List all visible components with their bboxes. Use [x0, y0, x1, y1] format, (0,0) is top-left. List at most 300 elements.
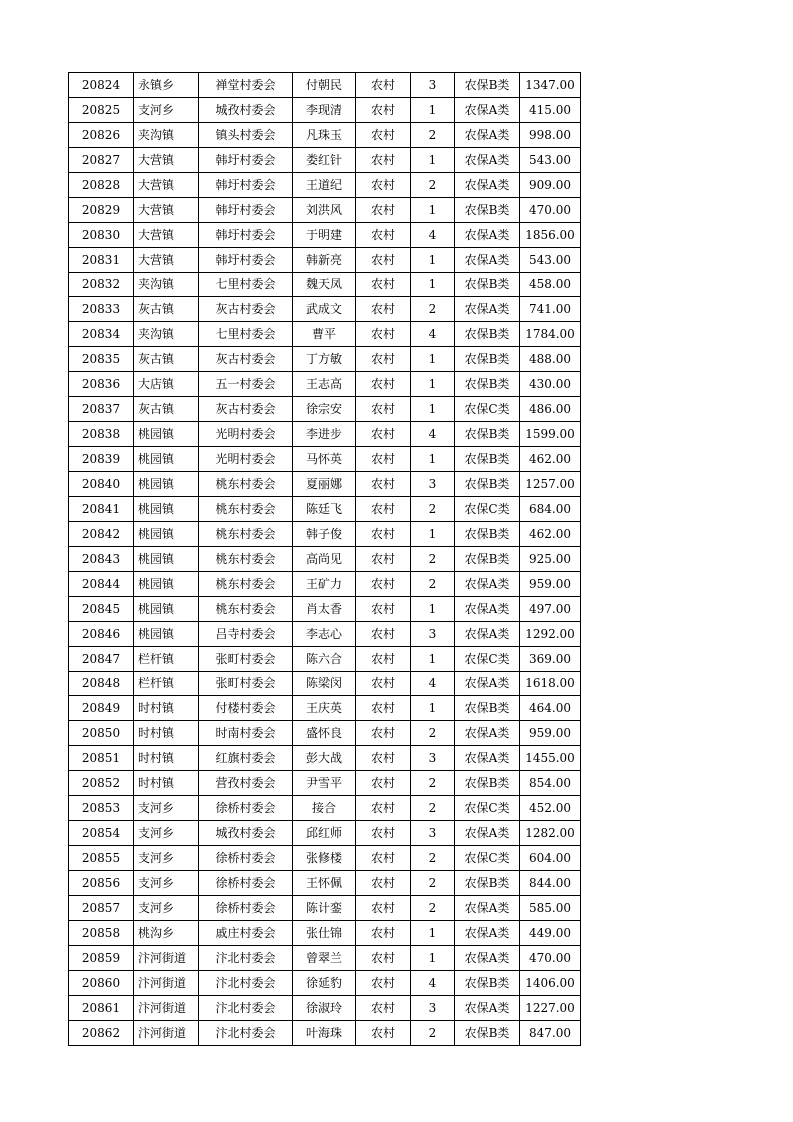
table-row: [69, 895, 581, 920]
village-committee-cell: 韩圩村委会: [199, 197, 293, 222]
household-count-cell: 2: [411, 871, 455, 896]
residence-type-cell: 农村: [356, 696, 411, 721]
record-id-cell: 20832: [69, 272, 134, 297]
village-committee-cell: 徐桥村委会: [199, 871, 293, 896]
insurance-category-cell: 农保A类: [455, 945, 520, 970]
town-cell: 桃园镇: [134, 472, 199, 497]
person-name-cell: 刘洪风: [293, 197, 356, 222]
town-cell: 灰古镇: [134, 347, 199, 372]
table-row: [69, 696, 581, 721]
table-row: [69, 521, 581, 546]
residence-type-cell: 农村: [356, 472, 411, 497]
amount-cell: 909.00: [520, 172, 581, 197]
person-name-cell: 夏丽娜: [293, 472, 356, 497]
village-committee-cell: 付楼村委会: [199, 696, 293, 721]
record-id-cell: 20829: [69, 197, 134, 222]
amount-cell: 925.00: [520, 546, 581, 571]
residence-type-cell: 农村: [356, 347, 411, 372]
town-cell: 桃沟乡: [134, 920, 199, 945]
amount-cell: 543.00: [520, 247, 581, 272]
insurance-category-cell: 农保A类: [455, 746, 520, 771]
residence-type-cell: 农村: [356, 322, 411, 347]
town-cell: 桃园镇: [134, 447, 199, 472]
record-id-cell: 20848: [69, 671, 134, 696]
household-count-cell: 1: [411, 272, 455, 297]
record-id-cell: 20851: [69, 746, 134, 771]
amount-cell: 452.00: [520, 796, 581, 821]
town-cell: 支河乡: [134, 796, 199, 821]
village-committee-cell: 韩圩村委会: [199, 147, 293, 172]
table-row: [69, 596, 581, 621]
residence-type-cell: 农村: [356, 671, 411, 696]
table-row: [69, 970, 581, 995]
table-row: [69, 821, 581, 846]
record-id-cell: 20861: [69, 995, 134, 1020]
amount-cell: 604.00: [520, 846, 581, 871]
person-name-cell: 肖太香: [293, 596, 356, 621]
record-id-cell: 20843: [69, 546, 134, 571]
insurance-category-cell: 农保B类: [455, 871, 520, 896]
village-committee-cell: 汴北村委会: [199, 1020, 293, 1045]
residence-type-cell: 农村: [356, 97, 411, 122]
amount-cell: 458.00: [520, 272, 581, 297]
town-cell: 支河乡: [134, 895, 199, 920]
record-id-cell: 20833: [69, 297, 134, 322]
table-row: [69, 172, 581, 197]
town-cell: 支河乡: [134, 821, 199, 846]
town-cell: 大营镇: [134, 147, 199, 172]
residence-type-cell: 农村: [356, 871, 411, 896]
person-name-cell: 陈廷飞: [293, 496, 356, 521]
village-committee-cell: 桃东村委会: [199, 472, 293, 497]
town-cell: 灰古镇: [134, 397, 199, 422]
village-committee-cell: 光明村委会: [199, 447, 293, 472]
person-name-cell: 娄红针: [293, 147, 356, 172]
record-id-cell: 20845: [69, 596, 134, 621]
town-cell: 汴河街道: [134, 1020, 199, 1045]
residence-type-cell: 农村: [356, 272, 411, 297]
table-row: [69, 746, 581, 771]
residence-type-cell: 农村: [356, 746, 411, 771]
household-count-cell: 1: [411, 372, 455, 397]
record-id-cell: 20852: [69, 771, 134, 796]
household-count-cell: 2: [411, 172, 455, 197]
insurance-category-cell: 农保B类: [455, 472, 520, 497]
table-row: [69, 247, 581, 272]
person-name-cell: 王庆英: [293, 696, 356, 721]
residence-type-cell: 农村: [356, 496, 411, 521]
table-row: [69, 122, 581, 147]
town-cell: 桃园镇: [134, 422, 199, 447]
insurance-category-cell: 农保B类: [455, 696, 520, 721]
town-cell: 永镇乡: [134, 73, 199, 98]
household-count-cell: 2: [411, 846, 455, 871]
residence-type-cell: 农村: [356, 122, 411, 147]
insurance-category-cell: 农保B类: [455, 970, 520, 995]
person-name-cell: 武成文: [293, 297, 356, 322]
village-committee-cell: 徐桥村委会: [199, 846, 293, 871]
residence-type-cell: 农村: [356, 372, 411, 397]
record-id-cell: 20826: [69, 122, 134, 147]
insurance-category-cell: 农保C类: [455, 796, 520, 821]
village-committee-cell: 汴北村委会: [199, 995, 293, 1020]
table-row: [69, 646, 581, 671]
village-committee-cell: 汴北村委会: [199, 945, 293, 970]
village-committee-cell: 七里村委会: [199, 322, 293, 347]
residence-type-cell: 农村: [356, 646, 411, 671]
record-id-cell: 20850: [69, 721, 134, 746]
person-name-cell: 张仕锦: [293, 920, 356, 945]
village-committee-cell: 韩圩村委会: [199, 222, 293, 247]
residence-type-cell: 农村: [356, 197, 411, 222]
residence-type-cell: 农村: [356, 895, 411, 920]
village-committee-cell: 桃东村委会: [199, 571, 293, 596]
village-committee-cell: 灰古村委会: [199, 397, 293, 422]
insurance-category-cell: 农保A类: [455, 621, 520, 646]
table-row: [69, 771, 581, 796]
village-committee-cell: 桃东村委会: [199, 521, 293, 546]
household-count-cell: 1: [411, 447, 455, 472]
household-count-cell: 1: [411, 920, 455, 945]
table-row: [69, 422, 581, 447]
household-count-cell: 1: [411, 97, 455, 122]
town-cell: 汴河街道: [134, 995, 199, 1020]
table-row: [69, 546, 581, 571]
amount-cell: 462.00: [520, 447, 581, 472]
table-row: [69, 272, 581, 297]
table-row: [69, 297, 581, 322]
person-name-cell: 王怀佩: [293, 871, 356, 896]
household-count-cell: 1: [411, 197, 455, 222]
town-cell: 大营镇: [134, 197, 199, 222]
household-count-cell: 2: [411, 1020, 455, 1045]
insurance-category-cell: 农保A类: [455, 571, 520, 596]
town-cell: 时村镇: [134, 746, 199, 771]
household-count-cell: 4: [411, 970, 455, 995]
residence-type-cell: 农村: [356, 970, 411, 995]
insurance-category-cell: 农保A类: [455, 920, 520, 945]
household-count-cell: 1: [411, 696, 455, 721]
amount-cell: 497.00: [520, 596, 581, 621]
amount-cell: 1856.00: [520, 222, 581, 247]
town-cell: 汴河街道: [134, 970, 199, 995]
town-cell: 大营镇: [134, 247, 199, 272]
village-committee-cell: 灰古村委会: [199, 297, 293, 322]
insurance-category-cell: 农保B类: [455, 197, 520, 222]
person-name-cell: 付朝民: [293, 73, 356, 98]
insurance-category-cell: 农保A类: [455, 721, 520, 746]
person-name-cell: 叶海珠: [293, 1020, 356, 1045]
village-committee-cell: 桃东村委会: [199, 596, 293, 621]
village-committee-cell: 镇头村委会: [199, 122, 293, 147]
residence-type-cell: 农村: [356, 821, 411, 846]
village-committee-cell: 徐桥村委会: [199, 895, 293, 920]
residence-type-cell: 农村: [356, 397, 411, 422]
household-count-cell: 1: [411, 247, 455, 272]
amount-cell: 1227.00: [520, 995, 581, 1020]
household-count-cell: 4: [411, 322, 455, 347]
table-row: [69, 447, 581, 472]
amount-cell: 488.00: [520, 347, 581, 372]
record-id-cell: 20856: [69, 871, 134, 896]
record-id-cell: 20839: [69, 447, 134, 472]
town-cell: 桃园镇: [134, 621, 199, 646]
town-cell: 灰古镇: [134, 297, 199, 322]
person-name-cell: 接合: [293, 796, 356, 821]
town-cell: 时村镇: [134, 696, 199, 721]
village-committee-cell: 汴北村委会: [199, 970, 293, 995]
person-name-cell: 李现清: [293, 97, 356, 122]
amount-cell: 959.00: [520, 571, 581, 596]
record-id-cell: 20841: [69, 496, 134, 521]
record-id-cell: 20842: [69, 521, 134, 546]
household-count-cell: 3: [411, 746, 455, 771]
insurance-category-cell: 农保A类: [455, 297, 520, 322]
household-count-cell: 3: [411, 73, 455, 98]
household-count-cell: 1: [411, 347, 455, 372]
person-name-cell: 李志心: [293, 621, 356, 646]
amount-cell: 1618.00: [520, 671, 581, 696]
table-row: [69, 1020, 581, 1045]
town-cell: 栏杆镇: [134, 671, 199, 696]
person-name-cell: 丁方敏: [293, 347, 356, 372]
amount-cell: 1257.00: [520, 472, 581, 497]
village-committee-cell: 桃东村委会: [199, 496, 293, 521]
amount-cell: 585.00: [520, 895, 581, 920]
village-committee-cell: 韩圩村委会: [199, 247, 293, 272]
table-row: [69, 571, 581, 596]
village-committee-cell: 桃东村委会: [199, 546, 293, 571]
residence-type-cell: 农村: [356, 222, 411, 247]
town-cell: 夹沟镇: [134, 322, 199, 347]
record-id-cell: 20854: [69, 821, 134, 846]
table-row: [69, 621, 581, 646]
record-id-cell: 20846: [69, 621, 134, 646]
residence-type-cell: 农村: [356, 1020, 411, 1045]
person-name-cell: 徐宗安: [293, 397, 356, 422]
insurance-category-cell: 农保B类: [455, 1020, 520, 1045]
town-cell: 大营镇: [134, 222, 199, 247]
insurance-category-cell: 农保B类: [455, 347, 520, 372]
amount-cell: 430.00: [520, 372, 581, 397]
household-count-cell: 4: [411, 671, 455, 696]
household-count-cell: 1: [411, 521, 455, 546]
record-id-cell: 20862: [69, 1020, 134, 1045]
record-id-cell: 20836: [69, 372, 134, 397]
record-id-cell: 20857: [69, 895, 134, 920]
residence-type-cell: 农村: [356, 172, 411, 197]
amount-cell: 1347.00: [520, 73, 581, 98]
village-committee-cell: 吕寺村委会: [199, 621, 293, 646]
insurance-category-cell: 农保A类: [455, 596, 520, 621]
record-id-cell: 20827: [69, 147, 134, 172]
town-cell: 夹沟镇: [134, 272, 199, 297]
table-row: [69, 97, 581, 122]
amount-cell: 486.00: [520, 397, 581, 422]
record-id-cell: 20838: [69, 422, 134, 447]
town-cell: 夹沟镇: [134, 122, 199, 147]
record-id-cell: 20858: [69, 920, 134, 945]
insurance-category-cell: 农保B类: [455, 73, 520, 98]
town-cell: 桃园镇: [134, 571, 199, 596]
person-name-cell: 邱红师: [293, 821, 356, 846]
amount-cell: 684.00: [520, 496, 581, 521]
village-committee-cell: 戚庄村委会: [199, 920, 293, 945]
residence-type-cell: 农村: [356, 297, 411, 322]
table-row: [69, 920, 581, 945]
table-row: [69, 945, 581, 970]
amount-cell: 470.00: [520, 945, 581, 970]
household-count-cell: 2: [411, 771, 455, 796]
village-committee-cell: 灰古村委会: [199, 347, 293, 372]
amount-cell: 1292.00: [520, 621, 581, 646]
insurance-category-cell: 农保A类: [455, 222, 520, 247]
person-name-cell: 曾翠兰: [293, 945, 356, 970]
household-count-cell: 1: [411, 147, 455, 172]
village-committee-cell: 张町村委会: [199, 671, 293, 696]
village-committee-cell: 五一村委会: [199, 372, 293, 397]
record-id-cell: 20844: [69, 571, 134, 596]
table-row: [69, 796, 581, 821]
town-cell: 大店镇: [134, 372, 199, 397]
town-cell: 时村镇: [134, 771, 199, 796]
person-name-cell: 曹平: [293, 322, 356, 347]
amount-cell: 464.00: [520, 696, 581, 721]
table-row: [69, 372, 581, 397]
insurance-category-cell: 农保A类: [455, 821, 520, 846]
household-count-cell: 2: [411, 571, 455, 596]
record-id-cell: 20834: [69, 322, 134, 347]
record-id-cell: 20847: [69, 646, 134, 671]
insurance-category-cell: 农保B类: [455, 546, 520, 571]
amount-cell: 369.00: [520, 646, 581, 671]
record-id-cell: 20830: [69, 222, 134, 247]
residence-type-cell: 农村: [356, 995, 411, 1020]
amount-cell: 543.00: [520, 147, 581, 172]
person-name-cell: 尹雪平: [293, 771, 356, 796]
household-count-cell: 1: [411, 646, 455, 671]
residence-type-cell: 农村: [356, 920, 411, 945]
amount-cell: 462.00: [520, 521, 581, 546]
household-count-cell: 2: [411, 796, 455, 821]
household-count-cell: 4: [411, 222, 455, 247]
table-row: [69, 871, 581, 896]
household-count-cell: 2: [411, 297, 455, 322]
residence-type-cell: 农村: [356, 796, 411, 821]
insurance-category-cell: 农保A类: [455, 995, 520, 1020]
household-count-cell: 3: [411, 472, 455, 497]
insurance-category-cell: 农保B类: [455, 422, 520, 447]
person-name-cell: 盛怀良: [293, 721, 356, 746]
insurance-category-cell: 农保A类: [455, 147, 520, 172]
table-body: [69, 73, 581, 1046]
person-name-cell: 陈六合: [293, 646, 356, 671]
town-cell: 时村镇: [134, 721, 199, 746]
town-cell: 支河乡: [134, 97, 199, 122]
table-row: [69, 222, 581, 247]
person-name-cell: 徐淑玲: [293, 995, 356, 1020]
village-committee-cell: 禅堂村委会: [199, 73, 293, 98]
table-row: [69, 397, 581, 422]
household-count-cell: 2: [411, 895, 455, 920]
table-row: [69, 347, 581, 372]
insurance-category-cell: 农保C类: [455, 397, 520, 422]
town-cell: 汴河街道: [134, 945, 199, 970]
person-name-cell: 马怀英: [293, 447, 356, 472]
table-row: [69, 197, 581, 222]
person-name-cell: 王矿力: [293, 571, 356, 596]
amount-cell: 449.00: [520, 920, 581, 945]
amount-cell: 998.00: [520, 122, 581, 147]
person-name-cell: 高尚见: [293, 546, 356, 571]
amount-cell: 1406.00: [520, 970, 581, 995]
table-row: [69, 73, 581, 98]
table-row: [69, 496, 581, 521]
person-name-cell: 于明建: [293, 222, 356, 247]
insurance-category-cell: 农保A类: [455, 122, 520, 147]
residence-type-cell: 农村: [356, 521, 411, 546]
town-cell: 支河乡: [134, 846, 199, 871]
village-committee-cell: 光明村委会: [199, 422, 293, 447]
town-cell: 桃园镇: [134, 496, 199, 521]
residence-type-cell: 农村: [356, 247, 411, 272]
table-row: [69, 472, 581, 497]
record-id-cell: 20859: [69, 945, 134, 970]
insurance-category-cell: 农保A类: [455, 671, 520, 696]
record-id-cell: 20828: [69, 172, 134, 197]
record-id-cell: 20831: [69, 247, 134, 272]
amount-cell: 470.00: [520, 197, 581, 222]
residence-type-cell: 农村: [356, 721, 411, 746]
amount-cell: 959.00: [520, 721, 581, 746]
person-name-cell: 陈计銮: [293, 895, 356, 920]
household-count-cell: 1: [411, 945, 455, 970]
amount-cell: 741.00: [520, 297, 581, 322]
person-name-cell: 王志高: [293, 372, 356, 397]
amount-cell: 847.00: [520, 1020, 581, 1045]
record-id-cell: 20853: [69, 796, 134, 821]
residence-type-cell: 农村: [356, 771, 411, 796]
amount-cell: 415.00: [520, 97, 581, 122]
household-count-cell: 4: [411, 422, 455, 447]
amount-cell: 844.00: [520, 871, 581, 896]
insurance-category-cell: 农保C类: [455, 846, 520, 871]
person-name-cell: 王道纪: [293, 172, 356, 197]
amount-cell: 1599.00: [520, 422, 581, 447]
town-cell: 桃园镇: [134, 546, 199, 571]
residence-type-cell: 农村: [356, 596, 411, 621]
village-committee-cell: 红旗村委会: [199, 746, 293, 771]
table-row: [69, 671, 581, 696]
residence-type-cell: 农村: [356, 147, 411, 172]
town-cell: 桃园镇: [134, 596, 199, 621]
residence-type-cell: 农村: [356, 945, 411, 970]
record-id-cell: 20849: [69, 696, 134, 721]
records-table: [68, 72, 581, 1046]
person-name-cell: 陈梁闵: [293, 671, 356, 696]
insurance-category-cell: 农保B类: [455, 771, 520, 796]
amount-cell: 1784.00: [520, 322, 581, 347]
insurance-category-cell: 农保B类: [455, 447, 520, 472]
record-id-cell: 20860: [69, 970, 134, 995]
person-name-cell: 魏天凤: [293, 272, 356, 297]
person-name-cell: 韩新亮: [293, 247, 356, 272]
insurance-category-cell: 农保B类: [455, 272, 520, 297]
town-cell: 支河乡: [134, 871, 199, 896]
village-committee-cell: 七里村委会: [199, 272, 293, 297]
data-sheet: [68, 72, 580, 1046]
record-id-cell: 20840: [69, 472, 134, 497]
